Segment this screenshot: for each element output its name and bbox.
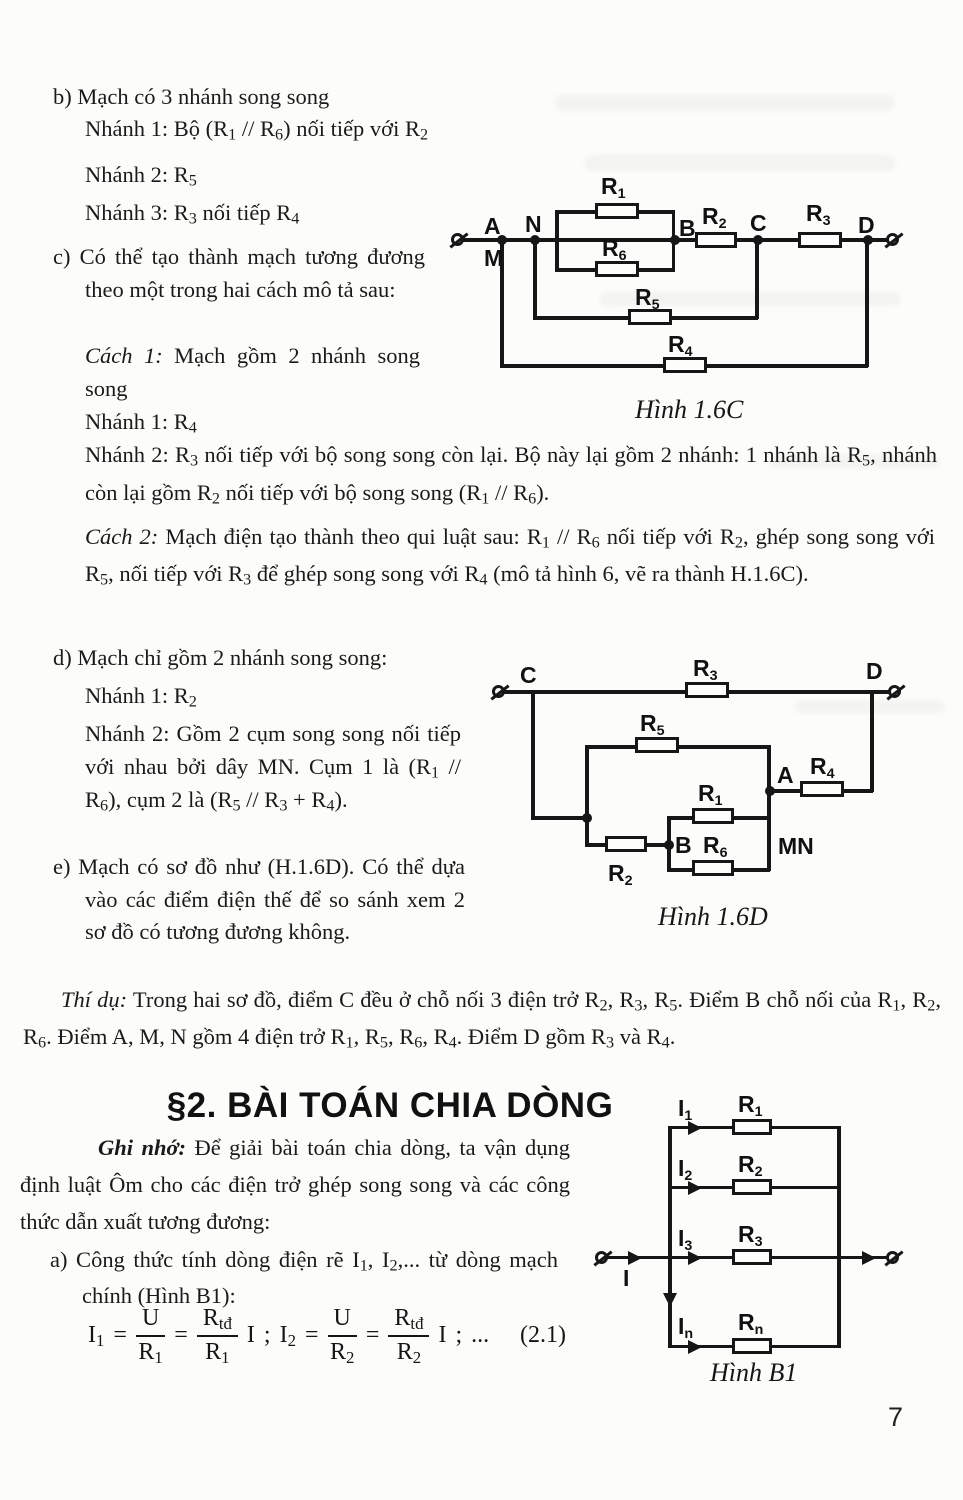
resistor-label-rn: $R_n$ (738, 1309, 764, 1338)
list-item-d: d) Mạch chỉ gồm 2 nhánh song song: (53, 645, 388, 670)
resistor-label-r1: $R_1$ (698, 780, 723, 809)
branch-line: Nhánh 2: $R_5$ (85, 162, 197, 190)
wire (865, 240, 869, 367)
resistor-label-r4: $R_4$ (810, 753, 835, 782)
wire (585, 745, 589, 820)
node-label-b: B (675, 832, 692, 858)
cach1-label: Cách 1: (85, 343, 163, 368)
current-arrow-icon (663, 1293, 677, 1307)
terminal-icon (595, 1251, 608, 1264)
node-label-c: C (520, 662, 537, 688)
resistor-r3 (732, 1249, 772, 1265)
node-label-a: A (777, 762, 794, 788)
figure-hinh-1-6d (480, 650, 963, 940)
cach2-label: Cách 2: (85, 524, 159, 549)
wire (531, 816, 588, 820)
thidu-text: Trong hai sơ đồ, điểm C đều ở chỗ nối 3 điện trở $R_2$, $R_3$, $R_5$. Điểm B chỗ nối của $R_1$, $R_2$, $R_6$. Điểm A, M, N gồm 4 điện trở $R_1$, $R_5$, $R_6$, $R_4$. Điểm D gồm $R_3$ và $R_4$. (23, 987, 941, 1052)
wire (531, 690, 535, 819)
equals-sign: = (304, 1322, 319, 1349)
cach1-paragraph (85, 339, 420, 405)
resistor-label-r5: $R_5$ (640, 710, 665, 739)
node-label-n: N (525, 211, 542, 237)
current-label-i: I (623, 1265, 630, 1291)
wire (755, 240, 759, 319)
resistor-label-r3: $R_3$ (693, 655, 718, 684)
current-label-in: $I_n$ (678, 1313, 694, 1342)
figure-caption: Hình 1.6D (658, 902, 768, 931)
node-label-d: D (866, 658, 883, 684)
figure-caption: Hình B1 (710, 1358, 798, 1387)
list-item-a: a) Công thức tính dòng điện rẽ $I_1$, $I_2$,... từ dòng mạch chính (Hình B1): (50, 1247, 559, 1308)
resistor-label-r6: $R_6$ (602, 235, 627, 264)
resistor-r2 (732, 1179, 772, 1195)
fraction-u-r2: $\frac{U}{R_2}$ (328, 1305, 357, 1366)
node-label-a: A (484, 213, 501, 239)
resistor-rn (732, 1338, 772, 1354)
section-heading: §2. BÀI TOÁN CHIA DÒNG (166, 1086, 614, 1125)
node-label-d: D (858, 212, 875, 238)
current-label-i3: $I_3$ (678, 1225, 693, 1254)
fraction-u-r1: $\frac{U}{R_1}$ (136, 1305, 165, 1366)
node-label-c: C (750, 210, 767, 236)
current-arrow-icon (628, 1251, 642, 1265)
resistor-r2 (695, 232, 737, 248)
resistor-r6 (692, 860, 734, 876)
wire (870, 690, 874, 792)
terminal-icon (492, 685, 505, 698)
node-dot-b (664, 840, 674, 850)
wire (668, 1126, 672, 1348)
current-arrow-icon (862, 1251, 876, 1265)
resistor-r5 (635, 737, 679, 753)
resistor-r3 (685, 682, 729, 698)
formula-current: I (246, 1322, 255, 1349)
ghinho-paragraph (20, 1129, 570, 1240)
resistor-label-r5: $R_5$ (635, 284, 660, 313)
figure-hinh-b1 (590, 1085, 963, 1397)
branch-line: Nhánh 3: $R_3$ nối tiếp $R_4$ (85, 200, 300, 228)
resistor-label-r6: $R_6$ (703, 832, 728, 861)
resistor-label-r1: $R_1$ (738, 1091, 763, 1120)
wire (555, 210, 559, 271)
resistor-r6 (595, 261, 639, 277)
cach1-branch2-paragraph: Nhánh 2: $R_3$ nối tiếp với bộ song song còn lại. Bộ này lại gồm 2 nhánh: 1 nhánh là $R_5$, nhánh còn lại gồm $R_2$ nối tiếp với bộ song song $(R_1 // R_6)$. (85, 442, 937, 508)
ghinho-text: Để giải bài toán chia dòng, ta vận dụng định luật Ôm cho các điện trở ghép song song và các công thức dẫn xuất tương đương: (20, 1135, 570, 1234)
resistor-label-r2: $R_2$ (608, 860, 633, 889)
list-item-e: e) Mạch có sơ đồ như (H.1.6D). Có thể dựa vào các điểm điện thế để so sánh xem 2 sơ đồ có tương đương không. (53, 854, 465, 944)
list-item-b: b) Mạch có 3 nhánh song song (53, 84, 330, 109)
semicolon: ; (455, 1322, 463, 1349)
ghinho-label: Ghi nhớ: (98, 1135, 187, 1160)
formula-i1: $I_1$ (88, 1322, 105, 1351)
terminal-icon (886, 233, 899, 246)
terminal-icon (888, 685, 901, 698)
resistor-label-r3: $R_3$ (806, 200, 831, 229)
equals-sign: = (113, 1322, 127, 1349)
branch-line: Nhánh 1: Bộ $(R_1 // R_6)$ nối tiếp với $R_2$ (85, 116, 429, 144)
node-label-b: B (679, 215, 696, 241)
wire (767, 745, 771, 871)
terminal-icon (886, 1251, 899, 1264)
page-number: 7 (888, 1402, 904, 1432)
semicolon: ; (263, 1322, 271, 1349)
branch-line: Nhánh 1: $R_2$ (85, 683, 197, 711)
thidu-paragraph (23, 981, 941, 1055)
resistor-r1 (732, 1119, 772, 1135)
resistor-label-r2: $R_2$ (738, 1151, 763, 1180)
equals-sign: = (174, 1322, 188, 1349)
formula-current: I (438, 1322, 447, 1349)
fraction-rtd-r1: $\frac{R_{tđ}}{R_1}$ (197, 1305, 238, 1366)
cach2-text: Mạch điện tạo thành theo qui luật sau: $R_1 // R_6$ nối tiếp với $R_2$, ghép song song với $R_5$, nối tiếp với $R_3$ để ghép song song với $R_4$ (mô tả hình 6, vẽ ra thành H.1.6C). (85, 524, 935, 589)
cach2-paragraph (85, 519, 935, 592)
resistor-r3 (798, 232, 842, 248)
resistor-r2 (605, 836, 647, 852)
figure-caption: Hình 1.6C (635, 395, 744, 424)
formula-i2: $I_2$ (279, 1322, 296, 1351)
list-item-c: c) Có thể tạo thành mạch tương đương theo một trong hai cách mô tả sau: (53, 244, 425, 302)
resistor-label-r3: $R_3$ (738, 1221, 763, 1250)
current-label-i1: $I_1$ (678, 1095, 693, 1124)
figure-hinh-1-6c (440, 165, 963, 440)
resistor-r1 (595, 203, 639, 219)
node-label-mn: MN (778, 833, 814, 859)
node-dot-junction (582, 813, 592, 823)
equation-number: (2.1) (520, 1322, 566, 1349)
resistor-r4 (800, 781, 844, 797)
ellipsis: ... (471, 1322, 490, 1349)
formula-2-1 (88, 1305, 566, 1366)
cach1-text: Mạch gồm 2 nhánh song song (85, 343, 420, 401)
current-label-i2: $I_2$ (678, 1155, 693, 1184)
equals-sign: = (365, 1322, 380, 1349)
resistor-r1 (692, 808, 734, 824)
resistor-label-r1: $R_1$ (601, 173, 626, 202)
bleedthrough-artifact (555, 95, 895, 111)
node-label-m: M (484, 245, 504, 271)
thidu-label: Thí dụ: (61, 987, 128, 1012)
resistor-r5 (628, 309, 672, 325)
node-dot-a (765, 786, 775, 796)
resistor-label-r4: $R_4$ (668, 331, 693, 360)
fraction-rtd-r2: $\frac{R_{tđ}}{R_2}$ (388, 1305, 429, 1366)
terminal-icon (451, 233, 464, 246)
branch-line: Nhánh 1: $R_4$ (85, 409, 197, 437)
wire (837, 1126, 841, 1348)
resistor-label-r2: $R_2$ (702, 203, 727, 232)
d-branch2-paragraph: Nhánh 2: Gồm 2 cụm song song nối tiếp với nhau bởi dây MN. Cụm 1 là $(R_1 // R_6)$, cụm 2 là $(R_5 // R_3 + R_4)$. (85, 721, 461, 815)
wire (533, 240, 537, 319)
